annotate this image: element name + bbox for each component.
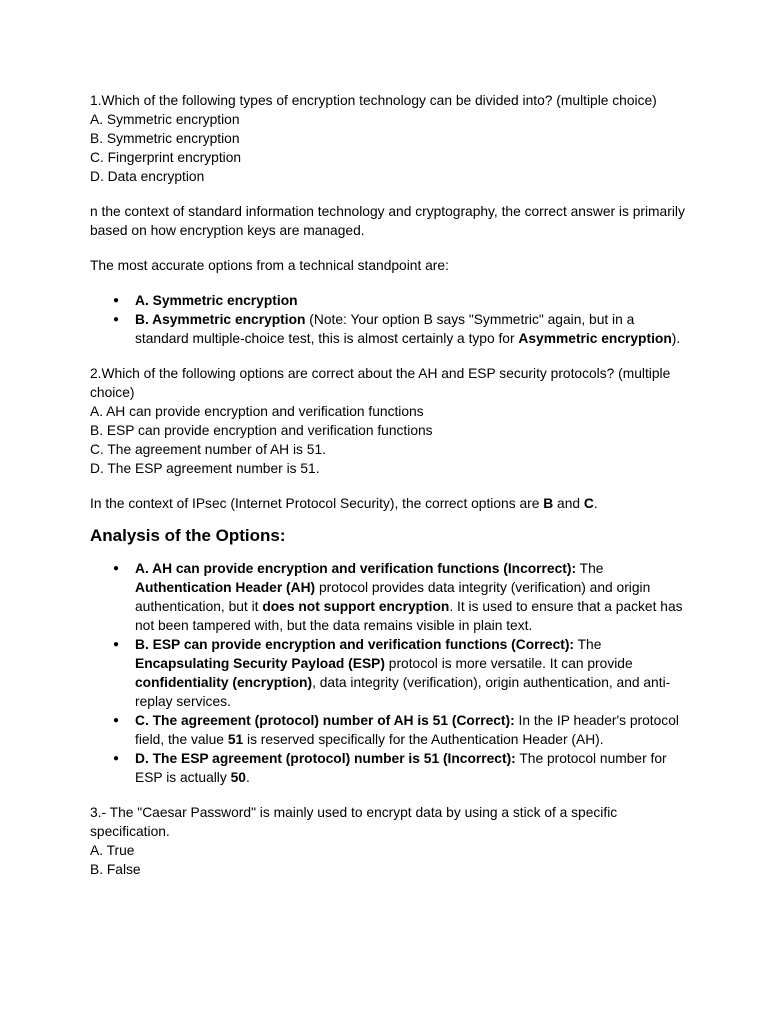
- question-1-option-b: B. Symmetric encryption: [90, 131, 240, 146]
- analysis-d-b1: 50: [230, 770, 246, 785]
- answer-pre: In the context of IPsec (Internet Protocol Security), the correct options are: [90, 496, 544, 511]
- analysis-b-t3: , data integrity (verification), origin authentication, and anti-replay services.: [135, 675, 671, 709]
- question-1-option-a: A. Symmetric encryption: [90, 112, 240, 127]
- analysis-a-t1: The: [576, 561, 604, 576]
- analysis-heading: Analysis of the Options:: [90, 526, 286, 545]
- answer-c: C: [583, 496, 594, 511]
- analysis-c-t2: is reserved specifically for the Authentication Header (AH).: [243, 732, 604, 747]
- question-1-option-c: C. Fingerprint encryption: [90, 150, 242, 165]
- answer-b: B: [543, 496, 554, 511]
- question-1-lead: The most accurate options from a technical standpoint are:: [90, 258, 449, 273]
- question-2-option-c: C. The agreement number of AH is 51.: [90, 442, 326, 457]
- list-item: [90, 749, 690, 787]
- question-2-option-a: A. AH can provide encryption and verification functions: [90, 404, 424, 419]
- list-item: [90, 559, 690, 635]
- analysis-a-t2: protocol provides data integrity (verification) and origin authentication, but it: [135, 580, 651, 614]
- question-3: [90, 803, 690, 879]
- analysis-b-head: B. ESP can provide encryption and verification functions (Correct):: [135, 637, 575, 652]
- analysis-b-t2: protocol is more versatile. It can provide: [384, 656, 633, 671]
- question-3-text: 3.- The "Caesar Password" is mainly used to encrypt data by using a stick of a specific specification.: [90, 805, 618, 839]
- analysis-d-t2: .: [245, 770, 250, 785]
- question-2-answer: [90, 494, 690, 513]
- analysis-a-b1: Authentication Header (AH): [135, 580, 316, 595]
- analysis-c-head: C. The agreement (protocol) number of AH is 51 (Correct):: [135, 713, 515, 728]
- analysis-list: [90, 559, 690, 787]
- analysis-a-t3: . It is used to ensure that a packet has not been tampered with, but the data remains visible in plain text.: [135, 599, 683, 633]
- document-content: [90, 91, 690, 879]
- answer-b-end: ).: [671, 331, 681, 346]
- question-2: [90, 364, 690, 787]
- analysis-b-b2: confidentiality (encryption): [135, 675, 313, 690]
- analysis-a-head: A. AH can provide encryption and verification functions (Incorrect):: [135, 561, 577, 576]
- list-item: [90, 711, 690, 749]
- answer-end: .: [593, 496, 598, 511]
- list-item: [90, 635, 690, 711]
- question-1: [90, 91, 690, 348]
- question-1-answer-list: [90, 291, 690, 348]
- analysis-b-b1: Encapsulating Security Payload (ESP): [135, 656, 385, 671]
- question-2-text: 2.Which of the following options are correct about the AH and ESP security protocols? (multiple choice): [90, 366, 671, 400]
- analysis-b-t1: The: [574, 637, 602, 652]
- analysis-d-head: D. The ESP agreement (protocol) number is 51 (Incorrect):: [135, 751, 516, 766]
- analysis-d-t1: The protocol number for ESP is actually: [135, 751, 667, 785]
- question-3-option-b: B. False: [90, 862, 141, 877]
- analysis-c-t1: In the IP header's protocol field, the value: [135, 713, 679, 747]
- answer-b-bold: B. Asymmetric encryption: [135, 312, 306, 327]
- list-item: [90, 310, 690, 348]
- analysis-c-b1: 51: [227, 732, 244, 747]
- question-3-option-a: A. True: [90, 843, 135, 858]
- answer-and: and: [553, 496, 584, 511]
- question-1-context: n the context of standard information technology and cryptography, the correct answer is primarily based on how encryption keys are managed.: [90, 204, 685, 238]
- answer-a-bold: A. Symmetric encryption: [135, 293, 298, 308]
- question-2-option-b: B. ESP can provide encryption and verification functions: [90, 423, 433, 438]
- question-1-option-d: D. Data encryption: [90, 169, 205, 184]
- question-2-option-d: D. The ESP agreement number is 51.: [90, 461, 320, 476]
- question-1-text: 1.Which of the following types of encryption technology can be divided into? (multiple choice): [90, 93, 657, 108]
- list-item: [90, 291, 690, 310]
- analysis-a-b2: does not support encryption: [262, 599, 450, 614]
- answer-b-asymmetric: Asymmetric encryption: [518, 331, 672, 346]
- answer-b-note: (Note: Your option B says "Symmetric" again, but in a standard multiple-choice test, this is almost certainly a typo for: [135, 312, 635, 346]
